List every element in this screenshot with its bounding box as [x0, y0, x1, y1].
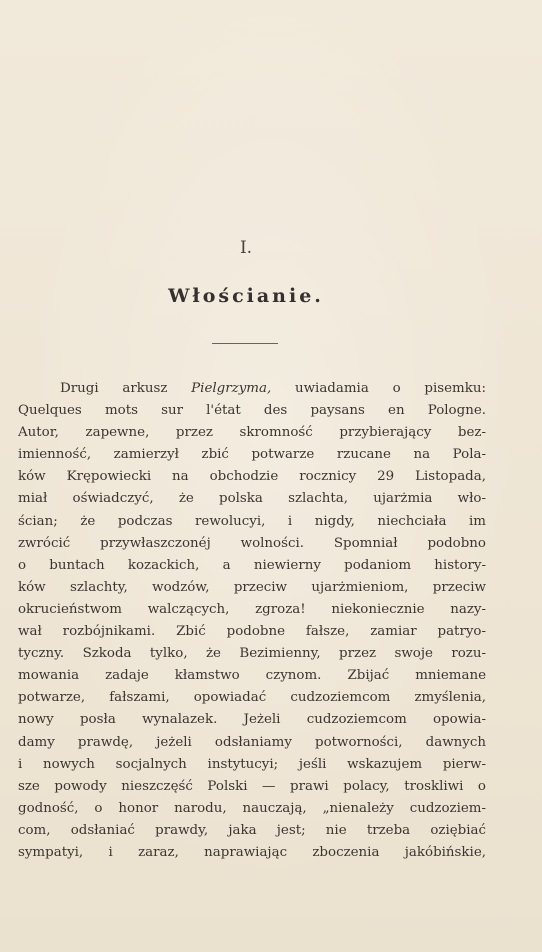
chapter-number: I. [239, 238, 253, 258]
text-line: com, odsłaniać prawdy, jaka jest; nie trzeba oziębiać [18, 822, 486, 838]
text-line: sympatyi, i zaraz, naprawiając zboczenia jakóbińskie, [18, 844, 486, 860]
text-line: o buntach kozackich, a niewierny podaniom history- [18, 557, 486, 573]
title-divider [212, 343, 278, 344]
text-line: Quelques mots sur l'état des paysans en Pologne. [18, 403, 486, 419]
text-line: potwarze, fałszami, opowiadać cudzoziemcom zmyślenia, [18, 690, 486, 706]
text-line: mowania zadaje kłamstwo czynom. Zbijać mniemane [18, 668, 486, 684]
text-line [18, 378, 486, 400]
text-line: i nowych socjalnych instytucyi; jeśli wskazujem pierw- [18, 756, 486, 772]
text-segment: uwiadamia o pisemku: [271, 381, 486, 396]
text-line: miał oświadczyć, że polska szlachta, ujarżmia wło- [18, 491, 486, 507]
text-line: wał rozbójnikami. Zbić podobne fałsze, zamiar patryo- [18, 624, 486, 640]
text-line: Autor, zapewne, przez skromność przybierający bez- [18, 425, 486, 441]
text-line: ków Krępowiecki na obchodzie rocznicy 29 Listopada, [18, 469, 486, 485]
text-line: damy prawdę, jeżeli odsłaniamy potworności, dawnych [18, 734, 486, 750]
periodical-title: Pielgrzyma, [191, 381, 272, 396]
text-line: ków szlachty, wodzów, przeciw ujarżmieniom, przeciw [18, 579, 486, 595]
text-line: sze powody nieszczęść Polski — prawi polacy, troskliwi o [18, 778, 486, 794]
text-line: okrucieństwom walczących, zgroza! niekoniecznie nazy- [18, 601, 486, 617]
text-line: imienność, zamierzył zbić potwarze rzucane na Pola- [18, 447, 486, 463]
text-line: ścian; że podczas rewolucyi, i nigdy, niechciała im [18, 513, 486, 529]
text-line: godność, o honor narodu, nauczają, „nienależy cudzoziem- [18, 800, 486, 816]
text-line: zwrócić przywłaszczonéj wolności. Spomniał podobno [18, 535, 486, 551]
text-line: nowy posła wynalazek. Jeżeli cudzoziemcom opowia- [18, 712, 486, 728]
body-text [18, 378, 486, 864]
chapter-title: Włościanie. [168, 285, 324, 307]
text-segment: Drugi arkusz [60, 381, 192, 396]
text-line: tyczny. Szkoda tylko, że Bezimienny, przez swoje rozu- [18, 646, 486, 662]
